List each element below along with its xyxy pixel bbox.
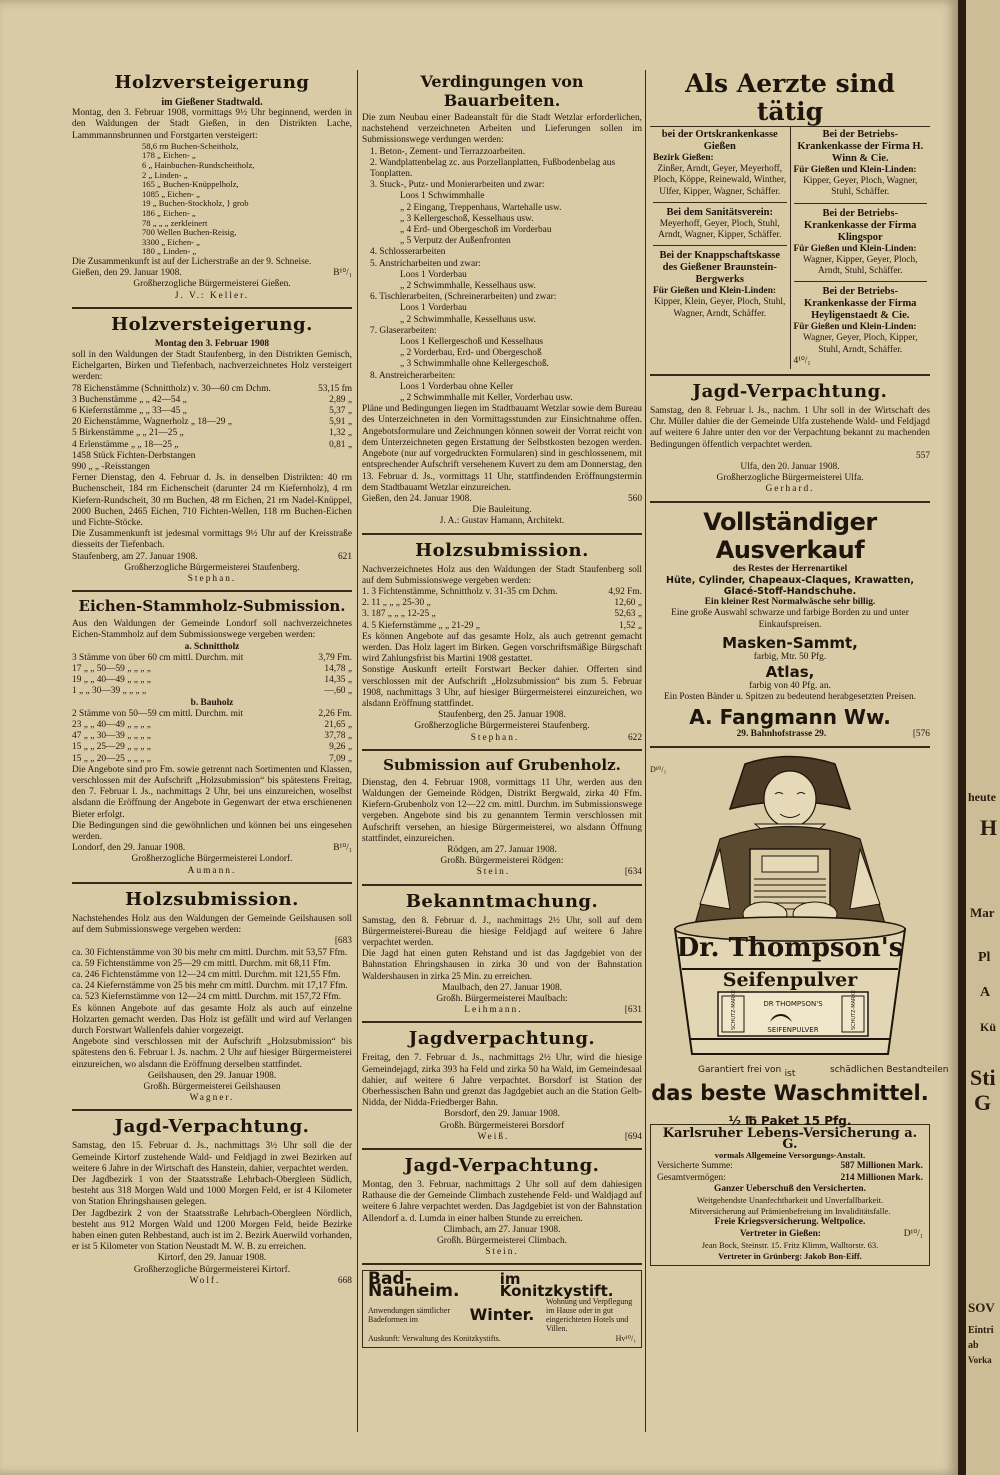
ad-date: Borsdorf, den 29. Januar 1908. — [444, 1109, 560, 1120]
table-row: 78 Eichenstämme (Schnittholz) v. 30—60 cm Dchm. 53,15 fm — [72, 383, 352, 394]
ad-text: Samstag, den 8. Februar d. J., nachmittags 2½ Uhr, soll auf dem Bürgermeisterei-Bureau die hiesige Feldjagd auf weitere 6 Jahre verpachtet werden. — [362, 915, 642, 948]
ad-number: [694 — [624, 1131, 642, 1142]
section-heading: Bei der Betriebs-Krankenkasse der Firma Heyligenstaedt & Cie. — [804, 286, 917, 322]
ad-holzversteigerung-giessen — [72, 72, 352, 302]
fragment-text: Sti — [970, 1065, 996, 1090]
ad-signer: Wolf. — [189, 1275, 221, 1286]
ad-title: Eichen-Stammholz-Submission. — [78, 597, 346, 616]
ad-value: 214 Millionen Mark. — [840, 1172, 923, 1183]
table-row: 20 Eichenstämme, Wagnerholz „ 18—29 „ 5,91 „ — [72, 417, 352, 428]
ad-signer: Stephan. — [187, 574, 237, 585]
list-item: 1085 „ Eichen- „ — [142, 188, 200, 199]
ad-text: Freie Kriegsversicherung. Weltpolice. — [714, 1217, 866, 1228]
ad-highlight: Winter. — [469, 1305, 535, 1325]
ad-signature: Großh. Bürgermeisterei Borsdorf — [439, 1120, 565, 1131]
ad-signature: Die Bauleitung. — [472, 505, 532, 516]
list-item: „ 3 Schwimmhalle ohne Kellergeschoß. — [400, 359, 550, 370]
ad-eichen-submission — [72, 597, 352, 877]
list-item: 8. Anstreicherarbeiten: — [370, 370, 456, 381]
ad-text: Ferner Dienstag, den 4. Februar d. Js. in denselben Distrikten: 40 rm Buchenscheit, 184 rm Eichenscheit (darunter 24 rm Kiefernholz), 4 rm Kiefern-Rundscheit, 30 rm Buchen, 48 rm Eichen, 21 rm Nadel-Knüppel, 2000 Buchen, 2465 Eichen, 710 Fichten-Wellen, 118 rm Buchen-Eichen und Fichte-Stöcke. — [72, 473, 352, 528]
ad-value: 587 Millionen Mark. — [840, 1161, 923, 1172]
ad-signature: Großherzogliche Bürgermeisterei Gießen. — [133, 279, 291, 290]
ad-number: 622 — [627, 732, 642, 743]
trademark-label: SCHUTZ-MARKE — [731, 989, 737, 1030]
ad-text: Weitgehendste Unanfechtbarkeit und Unverfallbarkeit. — [696, 1194, 884, 1205]
list-item: 2 „ Linden- „ — [142, 169, 188, 180]
list-item: „ 2 Schwimmhalle, Kesselhaus usw. — [400, 281, 536, 292]
ad-text: Kipper, Klein, Geyer, Ploch, Stuhl, Wagner, Arndt, Schäffer. — [654, 297, 786, 319]
ad-verdingungen — [362, 72, 642, 528]
ad-signer: Wagner. — [189, 1093, 235, 1104]
list-item: ca. 30 Fichtenstämme von 30 bis mehr cm mittl. Durchm. mit 53,57 Ffm. — [72, 947, 348, 958]
ad-signer: J. A.: Gustav Hamann, Architekt. — [439, 516, 565, 527]
ist-text: ist — [784, 1068, 796, 1079]
ad-bekanntmachung — [362, 891, 642, 1017]
list-item: 990 „ „ -Reisstangen — [72, 461, 150, 472]
table-row: 6 Kiefernstämme „ „ 33—45 „ 5,37 „ — [72, 405, 352, 416]
ad-text: Der Jagdbezirk 2 von der Staatsstraße Lehrbach-Obergleen Nördlich, besteht aus 912 Morgen Wald und 1200 Morgen Feld, beide Bezirke haben einen guten Rehbestand, auch ist im 2. Bezirk Auerwild vorhanden, er ist 5 Kilometer von Station Neustadt M. W. B. zu erreichen. — [72, 1208, 352, 1253]
ad-text: Ein Posten Bänder u. Spitzen zu bedeutend herabgesetzten Preisen. — [663, 692, 916, 703]
ad-subtitle: im Gießener Stadtwald. — [161, 97, 263, 108]
fragment-text: H — [980, 815, 998, 840]
ad-date: Geilshausen, den 29. Januar 1908. — [147, 1070, 277, 1081]
ad-text: farbig, Mtr. 50 Pfg. — [753, 651, 827, 662]
ad-number: [576 — [912, 729, 930, 740]
ad-date: Londorf, den 29. Januar 1908. — [72, 843, 186, 854]
list-item: 3300 „ Eichen- „ — [142, 236, 200, 247]
list-item: 1458 Stück Fichten-Derbstangen — [72, 450, 196, 461]
ad-text: Die Bedingungen sind die gewöhnlichen und können bei uns eingesehen werden. — [72, 820, 352, 843]
list-item: 180 „ Linden- „ — [142, 246, 197, 257]
fragment-text: Vorka — [968, 1355, 992, 1365]
brand-text: Dr. Thompson's — [676, 932, 904, 963]
fragment-text: Mar — [970, 905, 995, 920]
ad-number: 668 — [337, 1275, 352, 1286]
ad-number: 560 — [627, 493, 642, 504]
fragment-text: Eintri — [968, 1325, 994, 1336]
list-item: „ 2 Schwimmhalle, Kesselhaus usw. — [400, 314, 536, 325]
ad-title: Holzsubmission. — [415, 539, 589, 561]
ad-date: Gießen, den 24. Januar 1908. — [362, 493, 472, 504]
ad-text: Es können Angebote auf das gesamte Holz, als auch getrennt gemacht werden. Das Holz lagert im Birken. Gegen vorschriftsmäßige Bürgschaft wird Zahlungsfrist bis Martini 1908 gestattet. — [362, 631, 642, 665]
fragment-text: ab — [968, 1340, 979, 1351]
ad-grubenholz — [362, 756, 642, 879]
ad-text: Wagner, Kipper, Geyer, Ploch, Arndt, Stuhl, Schäffer. — [803, 254, 918, 277]
fragment-text: Pl — [978, 950, 991, 965]
ad-signature: Großherzogliche Bürgermeisterei Kirtorf. — [133, 1264, 291, 1275]
list-item: 6. Tischlerarbeiten, (Schreinerarbeiten) und zwar: — [370, 292, 557, 303]
ad-date: Maulbach, den 27. Januar 1908. — [441, 982, 563, 993]
ad-signature: Großherzogliche Bürgermeisterei Staufenberg. — [414, 721, 590, 732]
ad-signer: Stephan. — [470, 732, 520, 743]
ad-text: Es können Angebote auf das gesamte Holz als auch auf einzelne Holzarten gemacht werden. Das Holz ist gefällt und wird auf Verlangen durch Forstwart Wallenfels dahier vorgezeigt. — [72, 1003, 352, 1036]
column-3 — [650, 69, 949, 1266]
ad-intro: Aus den Waldungen der Gemeinde Londorf soll nachverzeichnetes Eichen-Stammholz auf dem Submissionswege vergeben werden: — [72, 619, 352, 641]
ad-text: Dienstag, den 4. Februar 1908, vormittags 11 Uhr, werden aus den Waldungen der Gemeinde Rödgen, Distrikt Bergwald, zirka 40 Ffm. Kiefern-Grubenholz von 12—22 cm. mittl. Durchm. im Submissionswege vergeben. Angebote sind bis zu genanntem Termin verschlossen mit Aufschrift versehen, an hiesige Bürgermeisterei, wo alsdann Öffnung stattfindet, einzureichen. — [362, 777, 642, 844]
list-item: 5. Anstricharbeiten und zwar: — [370, 258, 481, 269]
ad-text: Pläne und Bedingungen liegen im Stadtbauamt Wetzlar sowie dem Bureau des Unterzeichneten in den Vormittagsstunden zur Einsichtnahme offen. Angebotsformulare und Zeichnungen können soweit der Vorrat reicht von dem Unterzeichneten gegen Erstattung der Selbstkosten bezogen werden. Angebote (nur auf vorgedruckten Formularen) sind in geschlossenem, mit entsprechender Aufschrift versehenem Kuvert zu dem am Donnerstag, den 13. Februar d. Js., vormittags 11 Uhr, stattfindenden Eröffnungstermin dem Stadtbauamt Wetzlar einzureichen. — [362, 404, 642, 493]
table-row: 17 „ „ 50—59 „ „ „ „ 14,78 „ — [72, 664, 352, 675]
column-rule — [357, 70, 358, 1432]
ad-signature: Großherzogliche Bürgermeisterei Ulfa. — [716, 473, 864, 484]
table-row: 2 Stämme von 50—59 cm mittl. Durchm. mit 2,26 Fm. — [72, 708, 352, 719]
ad-title: Jagdverpachtung. — [408, 1028, 596, 1050]
list-item: 3. Stuck-, Putz- und Monierarbeiten und zwar: — [370, 180, 545, 191]
list-item: 165 „ Buchen-Knüppelholz, — [142, 179, 239, 190]
ad-title: Bekanntmachung. — [405, 890, 599, 912]
ad-jagd-climbach — [362, 1155, 642, 1258]
ad-text: Ganzer Ueberschuß den Versicherten. — [714, 1183, 866, 1194]
ad-text: des Restes der Herrenartikel — [732, 563, 848, 574]
ad-date-line: Montag den 3. Februar 1908 — [154, 338, 270, 349]
ad-title: Holzversteigerung — [114, 72, 310, 93]
table-row: 1. 3 Fichtenstämme, Schnittholz v. 31-35 cm Dchm. 4,92 Fm. — [362, 586, 642, 597]
ad-number: [634 — [624, 867, 642, 878]
ad-text: Die Zusammenkunft ist auf der Licherstraße an der 9. Schneise. — [72, 256, 312, 267]
ad-text: Eine große Auswahl schwarze und farbige Borden zu und unter Einkaufspreisen. — [671, 608, 909, 630]
ad-signer: Weiß. — [477, 1131, 510, 1142]
ad-signature: Großh. Bürgermeisterei Rödgen: — [440, 856, 564, 867]
ad-aerzte — [650, 70, 930, 369]
list-item: 1. Beton-, Zement- und Terrazzoarbeiten. — [370, 146, 526, 157]
section-subheading: Bezirk Gießen: — [653, 153, 714, 163]
column-rule — [645, 70, 646, 1432]
fragment-text: Kü — [980, 1020, 997, 1034]
ad-text: Anwendungen sämtlicher Badeformen im — [368, 1305, 450, 1324]
table-row: 23 „ „ 40—49 „ „ „ „ 21,65 „ — [72, 720, 352, 731]
washerwoman-illustration — [650, 754, 949, 1114]
ad-mark: Hv¹⁰/₁ — [615, 1333, 636, 1343]
ad-text: Mitversicherung auf Prämienbefreiung im Invaliditätsfalle. — [689, 1206, 891, 1217]
ad-title: Karlsruher Lebens-Versicherung a. G. — [662, 1125, 918, 1152]
ad-intro: Montag, den 3. Februar 1908, vormittags 9½ Uhr beginnend, werden in den Waldungen der Stadt Gießen, in den Distrikten Lache, Lammmannsbrunnen und Forstgarten versteigert: — [72, 108, 352, 141]
adjacent-page-strip — [966, 0, 1000, 1475]
ad-mark: B¹⁰/₁ — [333, 268, 352, 279]
table-row: 15 „ „ 25—29 „ „ „ „ 9,26 „ — [72, 742, 352, 753]
ad-intro: soll in den Waldungen der Stadt Staufenberg, in den Distrikten Gemisch, Eichelgarten, Birken und Tiefenbach, nachverzeichnetes Holz versteigert werden: — [72, 349, 352, 383]
ad-text: Freitag, den 7. Februar d. Js., nachmittags 2½ Uhr, wird die hiesige Gemeindejagd, zirka 393 ha Feld und zirka 50 ha Wald, im Gemeindesaal dahier, auf weitere 6 Jahre verpachtet. Borsdorf ist Station der Oberhessischen Bahn und grenzt das Jagdgebiet auch an die Station Gelb-Nidda, der Nidda-Friedberger Bahn. — [362, 1053, 642, 1109]
ad-thompson-seifenpulver — [650, 754, 949, 1128]
ad-bad-nauheim — [362, 1270, 642, 1348]
price-text: ½ ℔ Paket 15 Pfg. — [728, 1113, 852, 1128]
ad-date: Climbach, am 27. Januar 1908. — [443, 1224, 561, 1235]
ad-signature: Großherzogliche Bürgermeisterei Londorf. — [131, 854, 293, 865]
ad-jagd-borsdorf — [362, 1028, 642, 1143]
section-heading: Bei dem Sanitätsverein: — [666, 206, 774, 218]
ad-highlight: Masken-Sammt, — [722, 633, 858, 652]
section-heading: bei der Ortskrankenkasse Gießen — [661, 129, 778, 152]
ad-signature: Großh. Bürgermeisterei Maulbach: — [436, 994, 568, 1005]
ad-text: Meyerhoff, Geyer, Ploch, Stuhl, Arndt, Wagner, Kipper, Schäffer. — [658, 218, 782, 241]
list-item: Loos 1 Vorderbau — [400, 303, 467, 314]
list-item: 178 „ Eichen- „ — [142, 150, 196, 161]
ad-intro: Nachverzeichnetes Holz aus den Waldungen der Stadt Staufenberg soll auf dem Submissionswege vergeben werden: — [362, 564, 642, 586]
ad-signer: Gerhard. — [765, 484, 815, 495]
ad-text: Montag, den 3. Februar, nachmittags 2 Uhr soll auf dem dahiesigen Rathause die der Gemeinde Climbach zustehende Feld- und Waldjagd auf weitere 6 Jahre verpachtet werden. Das Jagdgebiet ist von der Bahnstation Allendorf a. d. Lumda in einer halben Stunde zu erreichen. — [362, 1180, 642, 1224]
list-item: 6 „ Hainbuchen-Rundscheitholz, — [142, 160, 255, 170]
ad-number: [683 — [334, 936, 352, 947]
ad-text: Die Zusammenkunft ist jedesmal vormittags 9½ Uhr auf der Kreisstraße diesseits der Tiefenbach. — [72, 529, 352, 551]
table-row: 47 „ „ 30—39 „ „ „ „ 37,78 „ — [72, 731, 352, 742]
table-row: 3 Stämme von über 60 cm mittl. Durchm. mit 3,79 Fm. — [72, 652, 352, 663]
ad-title: Bad-Nauheim. — [368, 1269, 460, 1301]
ad-info: Auskunft: Verwaltung des Konitzkystifts. — [368, 1333, 501, 1343]
column-2 — [362, 70, 642, 1348]
ad-subtitle: im Konitzkystift. — [499, 1270, 614, 1300]
ad-signer: Stein. — [476, 867, 511, 878]
list-item: „ 2 Eingang, Treppenhaus, Wartehalle usw. — [400, 202, 562, 213]
table-row: 3 Buchenstämme „ „ 42—54 „ 2,89 „ — [72, 394, 352, 405]
section-subheading: Für Gießen und Klein-Linden: — [793, 243, 917, 254]
ad-number: 621 — [337, 551, 352, 562]
ad-title: Jagd-Verpachtung. — [114, 1116, 310, 1138]
table-row: 3. 187 „ „ „ 12-25 „ 52,63 „ — [362, 609, 642, 620]
ad-text: Samstag, den 8. Februar l. Js., nachm. 1 Uhr soll in der Wirtschaft des Chr. Müller dahier die der Gemeinde Ulfa zustehende Wald- und Feldjagd auf weitere 6 Jahre unter den vor der Verpachtung bekannt zu machenden Bedingungen öffentlich verpachtet werden. — [650, 406, 930, 450]
ad-text: Vertreter in Grünberg: Jakob Bon-Eiff. — [718, 1250, 862, 1261]
column-1 — [72, 70, 352, 1287]
ad-subtitle: vormals Allgemeine Versorgungs-Anstalt. — [714, 1150, 866, 1161]
ad-text: Angebote sind verschlossen mit der Aufschrift „Holzsubmission“ bis spätestens den 6. Februar l. Js. nachm. 2 Uhr auf hiesiger Bürgermeisterei einzureichen, wo alsdann die Eröffnung derselben stattfindet. — [72, 1037, 352, 1070]
section-heading: Bei der Knappschaftskasse des Gießener Braunstein-Bergwerks — [659, 250, 781, 286]
ad-signer: J. V.: Keller. — [174, 290, 250, 301]
section-heading: Bei der Betriebs-Krankenkasse der Firma H. Winn & Cie. — [797, 129, 924, 164]
list-item: Loos 1 Kellergeschoß und Kesselhaus — [400, 337, 544, 348]
ad-jagd-kirtorf — [72, 1116, 352, 1287]
list-item: 4. Schlosserarbeiten — [370, 247, 446, 258]
table-row: 2. 11 „ „ „ 25-30 „ 12,60 „ — [362, 598, 642, 609]
section-subheading: Für Gießen und Klein-Linden: — [793, 322, 917, 333]
ad-title: Holzsubmission. — [125, 888, 299, 910]
fragment-text: SOV — [968, 1300, 995, 1315]
trademark-label: SCHUTZ-MARKE — [851, 989, 857, 1030]
fragment-text: A — [980, 985, 991, 1000]
list-item: 700 Wellen Buchen-Reisig, — [142, 227, 237, 238]
ad-text: Sonstige Auskunft erteilt Forstwart Becker dahier. Offerten sind verschlossen mit der Aufschrift „Holzsubmission“ bis zum 5. Februar 1908, nachmittags 3 Uhr, auf hiesiger Bürgermeisterei einzureichen, wo alsdann Eröffnung stattfindet. — [362, 665, 642, 709]
list-item: 186 „ Eichen- „ — [142, 207, 196, 218]
ad-holzsubmission-staufenberg — [362, 540, 642, 744]
ad-signer: Leihmann. — [464, 1005, 523, 1016]
ad-title: Submission auf Grubenholz. — [383, 755, 621, 774]
ad-title: Holzversteigerung. — [111, 313, 313, 335]
ad-title: Vollständiger Ausverkauf — [703, 507, 877, 564]
table-row: 1 „ „ 30—39 „ „ „ „ —,60 „ — [72, 686, 352, 697]
ad-mark: D¹⁰/₁ — [903, 1228, 923, 1239]
ad-date: Rödgen, am 27. Januar 1908. — [447, 844, 557, 855]
ad-text: Samstag, den 15. Februar d. Js., nachmittags 3½ Uhr soll die der Gemeinde Kirtorf zustehende Wald- und Feldjagd in zwei Bezirken auf weitere 6 Jahre in der Wirtschaft des Hanstein, dahier, verpachtet werden. — [72, 1141, 352, 1174]
list-item: 78 „ „ „ zerkleinert — [142, 217, 208, 228]
ad-intro: Die zum Neubau einer Badeanstalt für die Stadt Wetzlar erforderlichen, nachstehend verzeichneten Arbeiten und Lieferungen sollen im Submissionswege verdungen werden: — [362, 113, 642, 146]
section-subheading: Für Gießen und Klein-Linden: — [793, 165, 917, 175]
ad-text: Ein kleiner Rest Normalwäsche sehr billig. — [704, 597, 876, 608]
ad-text: Der Jagdbezirk 1 von der Staatsstraße Lehrbach-Obergleen Südlich, besteht aus 318 Morgen Wald und 1000 Morgen Feld, er ist 4 Kilometer von Station Ehringshausen gelegen. — [72, 1174, 352, 1208]
ad-date: Gießen, den 29. Januar 1908. — [72, 268, 182, 279]
ad-ausverkauf — [650, 508, 930, 741]
list-item: ca. 246 Fichtenstämme von 12—24 cm mittl. Durchm. mit 121,55 Ffm. — [72, 969, 341, 980]
ad-signer: Stein. — [485, 1247, 519, 1258]
ad-text: Vertreter in Gießen: — [739, 1228, 821, 1239]
section-subheading: Für Gießen und Klein-Linden: — [653, 286, 777, 297]
table-row: 19 „ „ 40—49 „ „ „ „ 14,35 „ — [72, 675, 352, 686]
list-item: „ 5 Verputz der Außenfronten — [400, 236, 511, 247]
ad-highlight: Atlas, — [765, 663, 815, 682]
ad-text: Kipper, Geyer, Ploch, Wagner, Stuhl, Schäffer. — [803, 176, 918, 198]
ad-label: Versicherte Summe: — [657, 1161, 733, 1172]
list-item: 2. Wandplattenbelag zc. aus Porzellanplatten, Fußbodenbelag aus Tonplatten. — [370, 157, 616, 180]
fragment-text: G — [974, 1090, 992, 1115]
ad-number: 557 — [915, 450, 930, 461]
list-item: 58,6 rm Buchen-Scheitholz, — [142, 140, 239, 151]
ad-date: Kirtorf, den 29. Januar 1908. — [157, 1253, 267, 1264]
ad-title: Jagd-Verpachtung. — [692, 381, 888, 403]
ad-signer: Aumann. — [187, 865, 237, 876]
ad-label: Gesamtvermögen: — [657, 1172, 726, 1183]
slogan-text: das beste Waschmittel. — [651, 1080, 929, 1105]
list-item: „ 2 Schwimmhalle mit Keller, Vorderbau usw. — [400, 393, 573, 404]
ad-title: Als Aerzte sind tätig — [685, 69, 895, 126]
ad-text: Die Jagd hat einen guten Rehstand und ist das Jagdgebiet von der Bahnstation Ehringshausen in zirka 30 und von der Bahnstation Waldershausen in zirka 25 Min. zu erreichen. — [362, 949, 642, 982]
package-label: SEIFENPULVER — [767, 1025, 819, 1034]
ad-holzversteigerung-staufenberg — [72, 314, 352, 585]
ad-title: Verdingungen von Bauarbeiten. — [420, 72, 584, 110]
table-row: 15 „ „ 20—25 „ „ „ „ 7,09 „ — [72, 753, 352, 764]
list-item: Loos 1 Vorderbau ohne Keller — [400, 381, 514, 392]
ad-text: Die Angebote sind pro Fm. sowie getrennt nach Sortimenten und Klassen, verschlossen mit der Aufschrift „Holzsubmission“ bis spätestens Freitag, den 7. Februar l. Js., nachmittags 2 Uhr, bei uns einzureichen, woselbst alsdann die Eröffnung der Angebote in Gegenwart der etwa erschienenen Bieter erfolgt. — [72, 764, 352, 820]
list-item: Loos 1 Schwimmhalle — [400, 191, 485, 202]
ad-address: 29. Bahnhofstrasse 29. — [736, 729, 827, 740]
ad-date: Staufenberg, den 25. Januar 1908. — [438, 710, 566, 721]
table-row: 4. 5 Kiefernstämme „ „ 21-29 „ 1,52 „ — [362, 620, 642, 631]
ad-text: Wagner, Geyer, Ploch, Kipper, Stuhl, Arndt, Schäffer. — [803, 333, 918, 355]
section-heading: a. Schnittholz — [184, 641, 240, 652]
section-heading: Bei der Betriebs-Krankenkasse der Firma Klingspor — [804, 207, 917, 243]
ad-signature: Großh. Bürgermeisterei Climbach. — [436, 1236, 567, 1247]
list-item: ca. 59 Fichtenstämme von 25—29 cm mittl. Durchm. mit 68,11 Ffm. — [72, 958, 331, 969]
ad-date: Ulfa, den 20. Januar 1908. — [740, 462, 840, 473]
ad-number: [631 — [624, 1005, 642, 1016]
ad-text: Zinßer, Arndt, Geyer, Meyerhoff, Ploch, Köppe, Reinewald, Winther, Ulfer, Kipper, Wagner, Schäffer. — [653, 164, 787, 197]
ad-text: farbig von 40 Pfg. an. — [749, 681, 831, 692]
table-row: 4 Erlenstämme „ „ 18—25 „ 0,81 „ — [72, 439, 352, 450]
list-item: „ 3 Kellergeschoß, Kesselhaus usw. — [400, 213, 534, 224]
ad-firm: A. Fangmann Ww. — [689, 705, 891, 730]
ad-holzsubmission-geilshausen — [72, 889, 352, 1104]
ad-jagd-ulfa — [650, 381, 930, 496]
ad-mark: 4¹⁰/₁ — [793, 355, 811, 366]
list-item: 19 „ Buchen-Stockholz, } grob — [142, 198, 249, 209]
list-item: „ 2 Vorderbau, Erd- und Obergeschoß — [400, 348, 542, 359]
fragment-text: heute — [968, 790, 996, 804]
ad-text: Hüte, Cylinder, Chapeaux-Claques, Krawatten, Glacé-Stoff-Handschuhe. — [666, 574, 914, 598]
list-item: 7. Glaserarbeiten: — [370, 325, 437, 336]
guarantee-left: Garantiert frei von — [698, 1064, 782, 1075]
ad-karlsruher — [650, 1124, 930, 1266]
ad-signature: Großherzogliche Bürgermeisterei Staufenberg. — [124, 562, 300, 573]
guarantee-right: schädlichen Bestandteilen — [830, 1064, 949, 1075]
ad-mark: D¹⁰/₁ — [650, 764, 667, 774]
ad-text: Jean Bock, Steinstr. 15. Fritz Klimm, Walltorstr. 63. — [701, 1239, 879, 1250]
ad-intro: Nachstehendes Holz aus den Waldungen der Gemeinde Geilshausen soll auf dem Submissionswege vergeben werden: — [72, 913, 352, 936]
ad-title: Jagd-Verpachtung. — [404, 1155, 600, 1177]
list-item: ca. 24 Kiefernstämme von 25 bis mehr cm mittl. Durchm. mit 17,17 Ffm. — [72, 981, 348, 992]
section-heading: b. Bauholz — [190, 697, 234, 708]
product-text: Seifenpulver — [722, 968, 858, 991]
ad-date: Staufenberg, am 27. Januar 1908. — [72, 551, 198, 562]
ad-mark: B¹⁰/₁ — [333, 843, 352, 854]
list-item: ca. 523 Kiefernstämme von 12—24 cm mittl. Durchm. mit 157,72 Ffm. — [72, 992, 341, 1003]
ad-text: Wohnung und Verpflegung im Hause oder in gut eingerichteten Hotels und Villen. — [546, 1296, 633, 1333]
ad-signature: Großh. Bürgermeisterei Geilshausen — [143, 1081, 281, 1092]
table-row: 5 Birkenstämme „ „ 21—25 „ 1,32 „ — [72, 428, 352, 439]
package-label: DR THOMPSON'S — [763, 999, 823, 1008]
list-item: Loos 1 Vorderbau — [400, 269, 467, 280]
list-item: „ 4 Erd- und Obergeschoß im Vorderbau — [400, 225, 552, 236]
